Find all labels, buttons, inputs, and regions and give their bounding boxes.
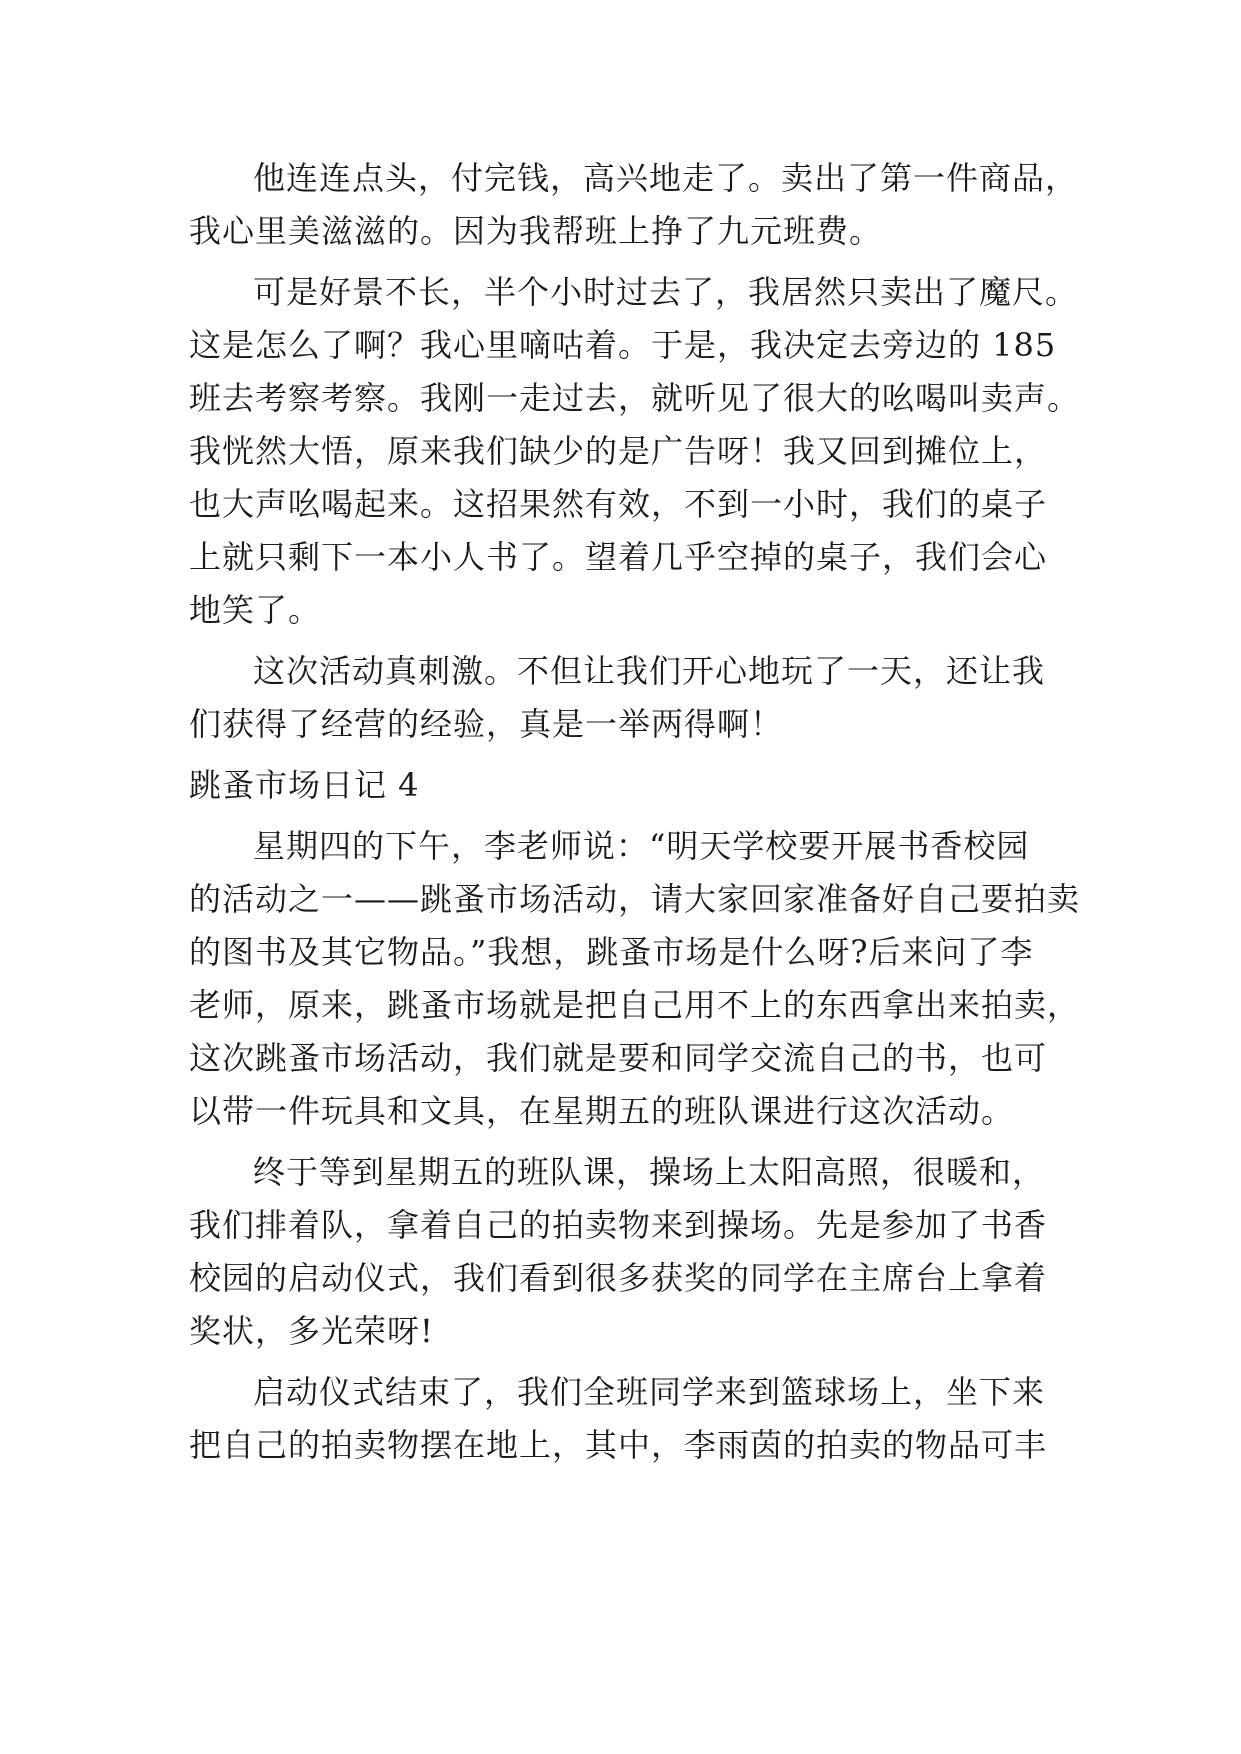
text-line: 们获得了经营的经验，真是一举两得啊！ — [189, 705, 784, 743]
text-line: 奖状，多光荣呀! — [189, 1312, 434, 1350]
paragraph — [189, 1366, 1069, 1472]
paragraph — [189, 820, 1081, 1138]
text-line: 也大声吆喝起来。这招果然有效，不到一小时，我们的桌子 — [189, 485, 1048, 523]
text-line: 老师，原来，跳蚤市场就是把自己用不上的东西拿出来拍卖， — [189, 986, 1081, 1024]
text-line: 终于等到星期五的班队课，操场上太阳高照，很暖和， — [253, 1153, 1046, 1191]
text-line: 可是好景不长，半个小时过去了，我居然只卖出了魔尺。 — [253, 273, 1079, 311]
text-line: 的活动之一——跳蚤市场活动，请大家回家准备好自己要拍卖 — [189, 880, 1081, 918]
paragraph — [189, 266, 1081, 637]
text-line: 这是怎么了啊？我心里嘀咕着。于是，我决定去旁边的 185 — [189, 326, 1057, 364]
text-line: 星期四的下午，李老师说：“明天学校要开展书香校园 — [253, 827, 1030, 865]
paragraph — [189, 645, 1069, 751]
paragraph — [189, 152, 1079, 258]
text-line: 以带一件玩具和文具，在星期五的班队课进行这次活动。 — [189, 1092, 1015, 1130]
text-line: 他连连点头，付完钱，高兴地走了。卖出了第一件商品， — [253, 159, 1079, 197]
text-line: 上就只剩下一本小人书了。望着几乎空掉的桌子，我们会心 — [189, 538, 1048, 576]
text-line: 的图书及其它物品。”我想，跳蚤市场是什么呀?后来问了李 — [189, 933, 1034, 971]
text-line: 校园的启动仪式，我们看到很多获奖的同学在主席台上拿着 — [189, 1259, 1048, 1297]
text-line: 我们排着队，拿着自己的拍卖物来到操场。先是参加了书香 — [189, 1206, 1048, 1244]
text-line: 我恍然大悟，原来我们缺少的是广告呀！我又回到摊位上， — [189, 432, 1048, 470]
text-line: 我心里美滋滋的。因为我帮班上挣了九元班费。 — [189, 212, 883, 250]
text-line: 地笑了。 — [189, 591, 322, 629]
document-body — [189, 152, 1081, 1480]
text-line: 启动仪式结束了，我们全班同学来到篮球场上，坐下来 — [253, 1373, 1046, 1411]
text-line: 这次活动真刺激。不但让我们开心地玩了一天，还让我 — [253, 652, 1046, 690]
paragraph — [189, 1146, 1069, 1358]
text-line: 这次跳蚤市场活动，我们就是要和同学交流自己的书，也可 — [189, 1039, 1048, 1077]
text-line: 把自己的拍卖物摆在地上，其中，李雨茵的拍卖的物品可丰 — [189, 1426, 1048, 1464]
section-heading: 跳蚤市场日记 4 — [189, 766, 420, 804]
text-line: 班去考察考察。我刚一走过去，就听见了很大的吆喝叫卖声。 — [189, 379, 1081, 417]
